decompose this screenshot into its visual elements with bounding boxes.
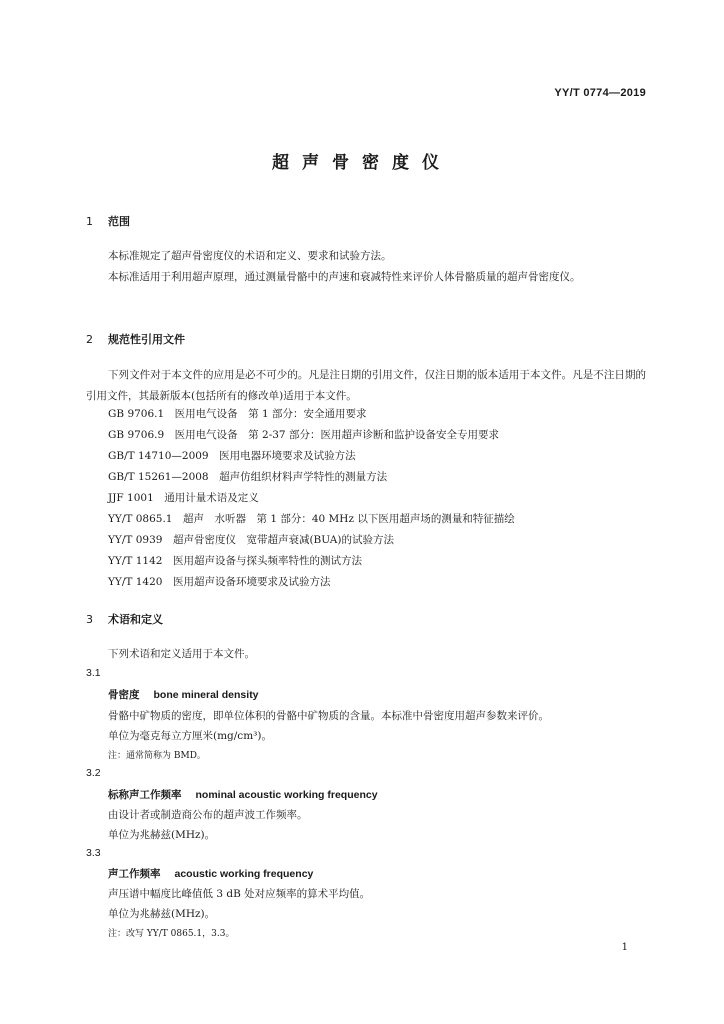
term-title bbox=[108, 866, 313, 881]
section-number: 1 bbox=[86, 215, 93, 228]
reference-item: GB 9706.1 医用电气设备 第 1 部分：安全通用要求 bbox=[108, 408, 367, 420]
reference-item: YY/T 0939 超声骨密度仪 宽带超声衰减(BUA)的试验方法 bbox=[108, 534, 394, 546]
term-title-en: nominal acoustic working frequency bbox=[195, 789, 378, 801]
term-definition: 声压谱中幅度比峰值低 3 dB 处对应频率的算术平均值。 bbox=[108, 888, 371, 900]
term-note: 注：改写 YY/T 0865.1，3.3。 bbox=[108, 929, 235, 939]
term-title bbox=[108, 687, 259, 702]
scope-paragraph-2: 本标准适用于利用超声原理，通过测量骨骼中的声速和衰减特性来评价人体骨骼质量的超声骨密度仪。 bbox=[108, 271, 581, 283]
term-definition: 由设计者或制造商公布的超声波工作频率。 bbox=[108, 809, 308, 821]
reference-item: GB/T 15261—2008 超声仿组织材料声学特性的测量方法 bbox=[108, 471, 388, 483]
term-title bbox=[108, 787, 378, 802]
section-number: 2 bbox=[86, 333, 93, 346]
section-title: 术语和定义 bbox=[108, 613, 163, 626]
reference-item: YY/T 0865.1 超声 水听器 第 1 部分：40 MHz 以下医用超声场的测量和特征描绘 bbox=[108, 513, 515, 525]
terms-intro: 下列术语和定义适用于本文件。 bbox=[108, 648, 255, 660]
section-number: 3 bbox=[86, 613, 93, 626]
term-number: 3.2 bbox=[86, 767, 101, 779]
term-unit: 单位为兆赫兹(MHz)。 bbox=[108, 908, 216, 920]
reference-item: YY/T 1420 医用超声设备环境要求及试验方法 bbox=[108, 576, 331, 588]
page-number: 1 bbox=[621, 942, 628, 953]
scope-paragraph-1: 本标准规定了超声骨密度仪的术语和定义、要求和试验方法。 bbox=[108, 250, 392, 262]
term-definition: 骨骼中矿物质的密度，即单位体积的骨骼中矿物质的含量。本标准中骨密度用超声参数来评价。 bbox=[108, 710, 549, 722]
section-title: 规范性引用文件 bbox=[108, 333, 185, 346]
section-heading-2 bbox=[86, 331, 185, 347]
term-title-en: acoustic working frequency bbox=[174, 868, 314, 880]
standard-code: YY/T 0774—2019 bbox=[554, 87, 646, 99]
term-title-zh: 声工作频率 bbox=[108, 868, 161, 880]
reference-item: YY/T 1142 医用超声设备与探头频率特性的测试方法 bbox=[108, 555, 362, 567]
term-title-zh: 骨密度 bbox=[108, 689, 140, 701]
term-note: 注：通常简称为 BMD。 bbox=[108, 751, 206, 761]
term-number: 3.1 bbox=[86, 667, 101, 679]
term-number: 3.3 bbox=[86, 847, 101, 859]
reference-item: GB/T 14710—2009 医用电器环境要求及试验方法 bbox=[108, 450, 356, 462]
term-title-zh: 标称声工作频率 bbox=[108, 789, 182, 801]
reference-item: GB 9706.9 医用电气设备 第 2-37 部分：医用超声诊断和监护设备安全专用要求 bbox=[108, 429, 499, 441]
term-title-en: bone mineral density bbox=[153, 689, 259, 701]
reference-item: JJF 1001 通用计量术语及定义 bbox=[108, 492, 259, 504]
section-heading-1 bbox=[86, 213, 130, 229]
term-unit: 单位为毫克每立方厘米(mg/cm³)。 bbox=[108, 730, 272, 742]
normative-intro-paragraph: 下列文件对于本文件的应用是必不可少的。凡是注日期的引用文件，仅注日期的版本适用于本文件。凡是不注日期的引用文件，其最新版本(包括所有的修改单)适用于本文件。 bbox=[86, 369, 646, 402]
section-heading-3 bbox=[86, 611, 163, 627]
term-unit: 单位为兆赫兹(MHz)。 bbox=[108, 829, 216, 841]
document-title: 超声骨密度仪 bbox=[272, 153, 452, 173]
section-title: 范围 bbox=[108, 215, 130, 228]
